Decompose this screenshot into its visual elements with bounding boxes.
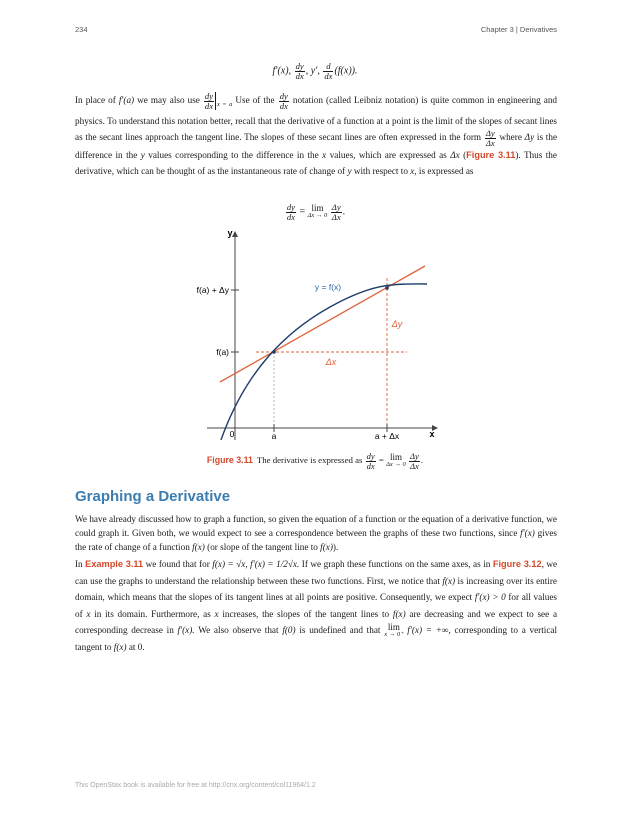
page-number: 234	[75, 25, 88, 34]
curve-label: y = f(x)	[314, 282, 342, 292]
fa-label: f(a)	[216, 347, 229, 357]
paragraph-leibniz: In place of f′(a) we may also use $\frac{dy}{dx}$ $_{x = a}$ Use of the $\frac{dy}{dx}$ notation (called Leibniz notation) is quite common in engineering and physics. To understand this notation better, recall that the derivative of a function at a point is the limit of the slopes of secant lines as the secant lines approach the tangent line. The slopes of these secant lines are often expressed in the form $\frac{\Delta y}{\Delta x}$ where Δy is the difference in the y values corresponding to the difference in the x values, which are expressed as Δx (Figure 3.11). Thus the derivative, which can be thought of as the instantaneous rate of change of y with respect to x, is expressed as	[75, 91, 558, 177]
origin-label: 0	[229, 429, 235, 439]
figure-3-11	[185, 222, 445, 448]
example-3-11-link[interactable]: Example 3.11	[85, 559, 144, 569]
paragraph-graphing: We have already discussed how to graph a function, so given the equation of a function or the equation of a derivative function, we could graph it. Given both, we would expect to see a correspondence between the graphs of these two functions, since f′(x) gives the rate of change of a function f(x) (or slope of the tangent line to f(x)).	[75, 514, 557, 552]
figure-caption: Figure 3.11 The derivative is expressed as $\frac{dy}{dx}$ = lim Δx → 0 $\frac{\Delta y}{\Delta x}$ .	[206, 451, 424, 471]
figure-3-12-link[interactable]: Figure 3.12	[492, 559, 542, 569]
paragraph-example: In Example 3.11 we found that for f(x) = √x, f′(x) = 1/2√x. If we graph these functions on the same axes, as in Figure 3.12, we can use the graphs to understand the relationship between these two functions. First, we notice that f(x) is increasing over its entire domain, which means that the slopes of its tangent lines at all points are positive. Consequently, we expect f′(x) > 0 for all values of x in its domain. Furthermore, as x increases, the slopes of the tangent lines to f(x) are decreasing and we expect to see a corresponding decrease in f′(x). We also observe that f(0) is undefined and that lim x → 0⁺ f′(x) = +∞, corresponding to a vertical tangent to f(x) at 0.	[75, 559, 558, 653]
chapter-header: Chapter 3 | Derivatives	[480, 25, 557, 34]
y-axis-label: y	[227, 228, 233, 238]
derivative-limit-equation: $\frac{dy}{dx}$ = lim Δx → 0 $\frac{\Delta y}{\Delta x}$ .	[286, 202, 346, 222]
figure-3-11-link[interactable]: Figure 3.11	[466, 150, 516, 161]
fa-dy-label: f(a) + Δy	[196, 285, 229, 295]
tick-a-label: a	[271, 431, 277, 441]
function-curve	[221, 284, 427, 440]
delta-x-label: Δx	[325, 357, 337, 367]
x-axis-label: x	[429, 429, 435, 439]
tick-a-dx-label: a + Δx	[374, 431, 400, 441]
footer-attribution: This OpenStax book is available for free at http://cnx.org/content/col11964/1.2	[75, 782, 316, 789]
delta-y-label: Δy	[391, 319, 403, 329]
notation-equation: f′(x), $\frac{dy}{dx}$ , y′, $\frac{d}{dx}$ (f(x)).	[272, 61, 358, 81]
section-title: Graphing a Derivative	[75, 488, 231, 505]
